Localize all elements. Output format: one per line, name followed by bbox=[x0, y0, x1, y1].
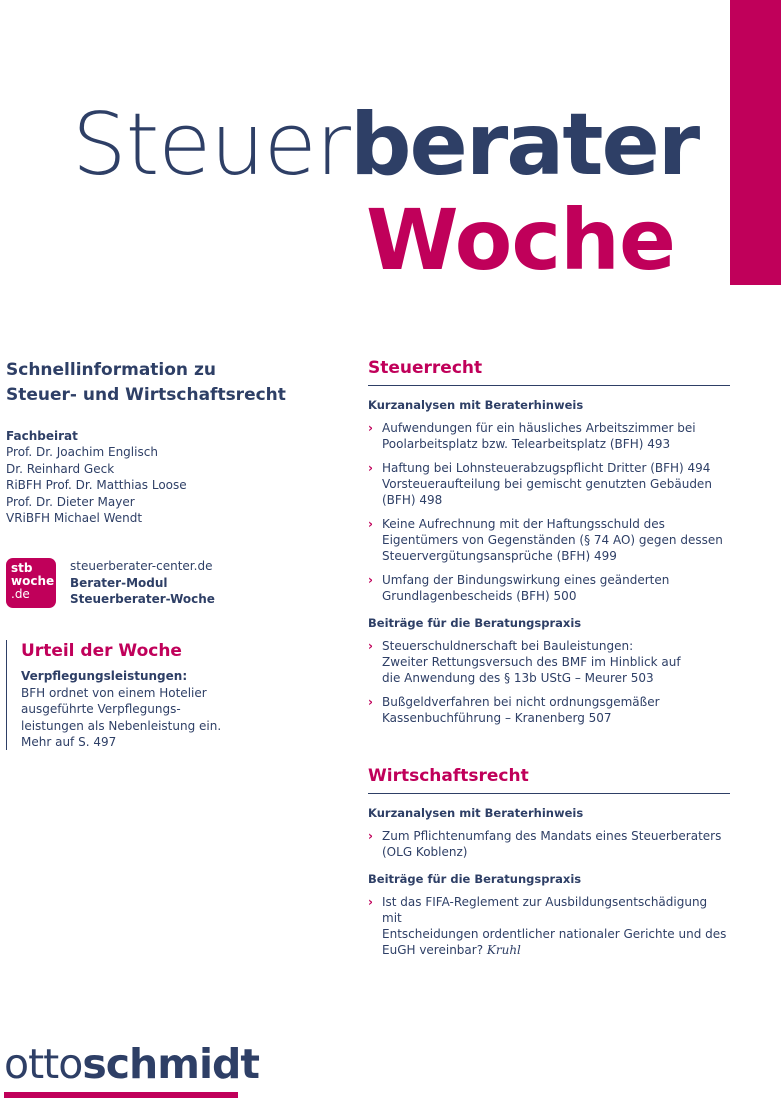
badge-line2: woche bbox=[11, 574, 55, 588]
subtitle-line2: Steuer- und Wirtschaftsrecht bbox=[6, 385, 286, 405]
item-text: Umfang der Bindungswirkung eines geänderten Grundlagenbescheids (BFH) 500 bbox=[382, 573, 670, 603]
chevron-right-icon: › bbox=[368, 421, 373, 435]
logo-underline bbox=[4, 1092, 238, 1098]
board-member: RiBFH Prof. Dr. Matthias Loose bbox=[6, 478, 187, 492]
verdict-title: Urteil der Woche bbox=[21, 641, 182, 661]
item-text: Zum Pflichtenumfang des Mandats eines Steuerberaters (OLG Koblenz) bbox=[382, 829, 722, 859]
list-item bbox=[368, 572, 730, 604]
subsection-heading: Beiträge für die Beratungspraxis bbox=[368, 616, 582, 630]
list-item bbox=[368, 694, 730, 726]
masthead-word-accent: Woche bbox=[366, 191, 675, 289]
chevron-right-icon: › bbox=[368, 895, 373, 909]
accent-bar bbox=[730, 0, 781, 285]
logo-light: otto bbox=[4, 1040, 83, 1088]
masthead-title bbox=[72, 95, 699, 195]
board-title: Fachbeirat bbox=[6, 429, 78, 443]
board-member: VRiBFH Michael Wendt bbox=[6, 511, 143, 525]
badge-line1: stb bbox=[11, 561, 33, 575]
masthead-word-light: Steuer bbox=[72, 95, 350, 195]
left-column bbox=[6, 358, 336, 527]
item-text: Haftung bei Lohnsteuerabzugspflicht Dritter (BFH) 494 Vorsteueraufteilung bei gemischt genutzten Gebäuden (BFH) 498 bbox=[382, 461, 712, 507]
item-text: Aufwendungen für ein häusliches Arbeitszimmer bei Poolarbeitsplatz bzw. Telearbeitsplatz (BFH) 493 bbox=[382, 421, 696, 451]
center-info bbox=[70, 558, 215, 608]
verdict-of-week bbox=[6, 640, 341, 750]
board-list bbox=[6, 444, 336, 527]
module-line1: Berater-Modul bbox=[70, 575, 168, 590]
section-title: Steuerrecht bbox=[368, 357, 730, 386]
chevron-right-icon: › bbox=[368, 695, 373, 709]
subsection-heading: Kurzanalysen mit Beraterhinweis bbox=[368, 806, 584, 820]
list-item bbox=[368, 828, 730, 860]
item-text bbox=[382, 894, 730, 958]
chevron-right-icon: › bbox=[368, 517, 373, 531]
chevron-right-icon: › bbox=[368, 573, 373, 587]
masthead-word-bold: berater bbox=[350, 95, 699, 195]
board-member: Prof. Dr. Dieter Mayer bbox=[6, 494, 135, 509]
list-item bbox=[368, 460, 730, 508]
item-author: Kruhl bbox=[486, 943, 521, 957]
subsection-heading: Kurzanalysen mit Beraterhinweis bbox=[368, 398, 584, 412]
chevron-right-icon: › bbox=[368, 639, 373, 653]
module-line2: Steuerberater-Woche bbox=[70, 592, 215, 606]
item-text-main: Ist das FIFA-Reglement zur Ausbildungsentschädigung mit Entscheidungen ordentlicher nationaler Gerichte und des EuGH vereinbar? bbox=[382, 895, 727, 957]
section-title: Wirtschaftsrecht bbox=[368, 765, 730, 794]
publisher-logo bbox=[4, 1040, 259, 1088]
badge-line3: .de bbox=[11, 587, 30, 601]
list-item bbox=[368, 420, 730, 452]
center-url-link[interactable]: steuerberater-center.de bbox=[70, 559, 213, 573]
item-text: Keine Aufrechnung mit der Haftungsschuld des Eigentümers von Gegenständen (§ 74 AO) gegen dessen Steuervergütungsansprüche (BFH) 499 bbox=[382, 517, 723, 563]
section-steuerrecht bbox=[368, 357, 730, 734]
subtitle-line1: Schnellinformation zu bbox=[6, 360, 216, 380]
verdict-heading: Verpflegungsleistungen: bbox=[21, 669, 188, 683]
list-item bbox=[368, 638, 730, 686]
verdict-body: BFH ordnet von einem Hotelier ausgeführte Verpflegungs- leistungen als Nebenleistung ein. Mehr auf S. 497 bbox=[21, 685, 222, 749]
list-item bbox=[368, 894, 730, 958]
item-text: Bußgeldverfahren bei nicht ordnungsgemäßer Kassenbuchführung – Kranenberg 507 bbox=[382, 695, 660, 725]
board-member: Prof. Dr. Joachim Englisch bbox=[6, 445, 158, 459]
item-text: Steuerschuldnerschaft bei Bauleistungen: Zweiter Rettungsversuch des BMF im Hinblick auf die Anwendung des § 13b UStG – Meurer 503 bbox=[382, 639, 681, 685]
section-wirtschaftsrecht bbox=[368, 765, 730, 966]
stb-woche-badge[interactable] bbox=[6, 558, 56, 608]
subtitle bbox=[6, 358, 336, 408]
board-member: Dr. Reinhard Geck bbox=[6, 461, 115, 476]
subsection-heading: Beiträge für die Beratungspraxis bbox=[368, 872, 582, 886]
chevron-right-icon: › bbox=[368, 461, 373, 475]
chevron-right-icon: › bbox=[368, 829, 373, 843]
logo-bold: schmidt bbox=[82, 1040, 259, 1088]
list-item bbox=[368, 516, 730, 564]
